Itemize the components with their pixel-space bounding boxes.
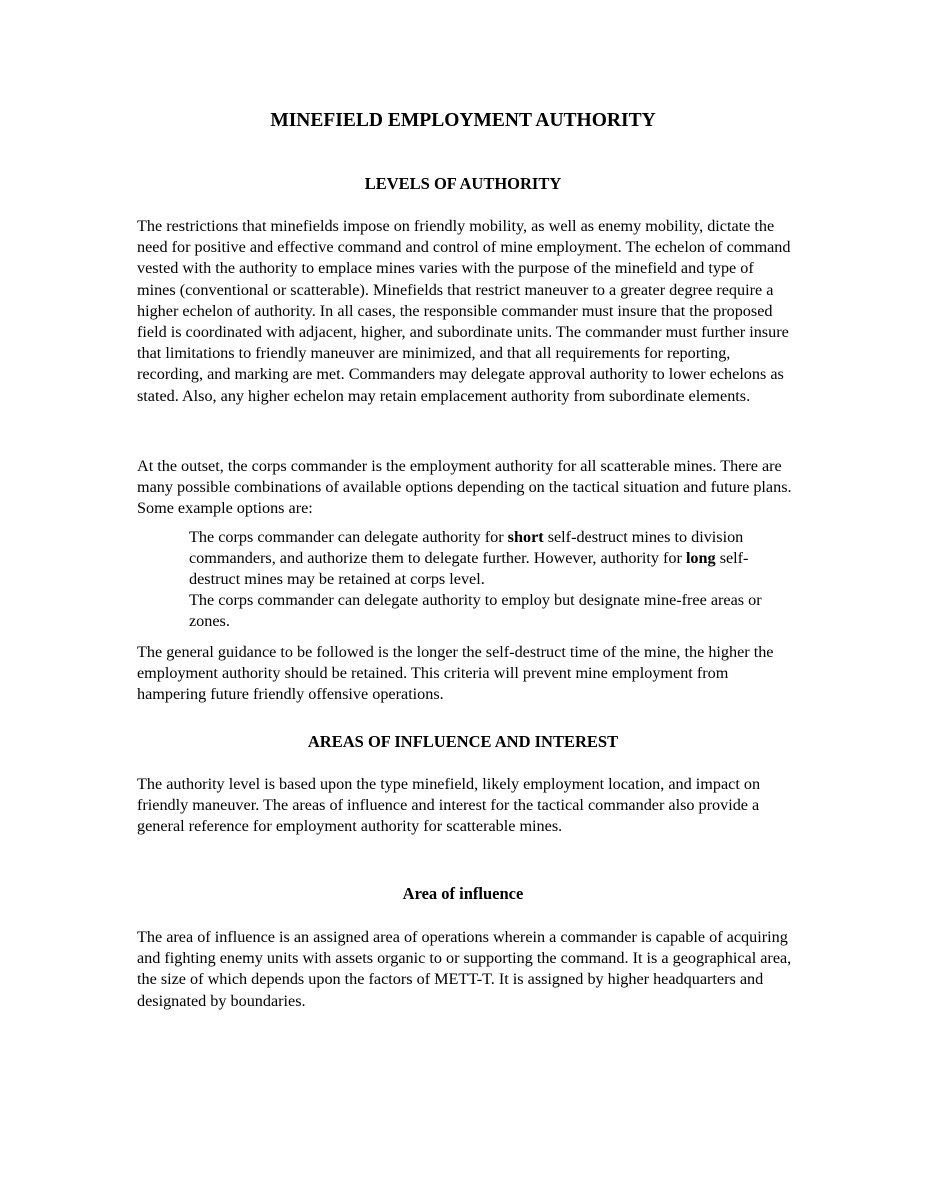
option-text: self-destruct mines may be retained at corps level. — [189, 549, 749, 589]
option-text: self-destruct mines to division commanders, and authorize them to delegate further. However, authority for — [189, 528, 744, 568]
option-bold-term: long — [685, 549, 716, 568]
section-heading-levels: LEVELS OF AUTHORITY — [364, 174, 562, 193]
option-text: The corps commander can delegate authority for — [189, 528, 508, 546]
section-heading-areas: AREAS OF INFLUENCE AND INTEREST — [307, 732, 619, 751]
paragraph-general-guidance: The general guidance to be followed is the longer the self-destruct time of the mine, the higher the employment authority should be retained. This criteria will prevent mine employment from hampering future friendly offensive operations. — [137, 643, 774, 704]
subsection-heading-influence: Area of influence — [402, 884, 524, 903]
paragraph-authority-level: The authority level is based upon the type minefield, likely employment location, and impact on friendly maneuver. The areas of influence and interest for the tactical commander also provide a general reference for employment authority for scatterable mines. — [137, 775, 761, 836]
option-mine-free-areas: The corps commander can delegate authority to employ but designate mine-free areas or zones. — [189, 591, 762, 631]
page-title: MINEFIELD EMPLOYMENT AUTHORITY — [270, 110, 656, 131]
paragraph-area-of-influence: The area of influence is an assigned area of operations wherein a commander is capable of acquiring and fighting enemy units with assets organic to or supporting the command. It is a geographical area, the size of which depends upon the factors of METT-T. It is assigned by higher headquarters and designated by boundaries. — [137, 928, 792, 1010]
option-bold-term: short — [507, 528, 544, 546]
paragraph-outset: At the outset, the corps commander is the employment authority for all scatterable mines. There are many possible combinations of available options depending on the tactical situation and future plans. Some example options are: — [137, 457, 792, 518]
option-delegate-short — [189, 527, 789, 591]
paragraph-restrictions: The restrictions that minefields impose on friendly mobility, as well as enemy mobility, dictate the need for positive and effective command and control of mine employment. The echelon of command vested with the authority to emplace mines varies with the purpose of the minefield and type of mines (conventional or scatterable). Minefields that restrict maneuver to a greater degree require a higher echelon of authority. In all cases, the responsible commander must insure that the proposed field is coordinated with adjacent, higher, and subordinate units. The commander must further insure that limitations to friendly maneuver are minimized, and that all requirements for reporting, recording, and marking are met. Commanders may delegate approval authority to lower echelons as stated. Also, any higher echelon may retain emplacement authority from subordinate elements. — [137, 217, 791, 405]
